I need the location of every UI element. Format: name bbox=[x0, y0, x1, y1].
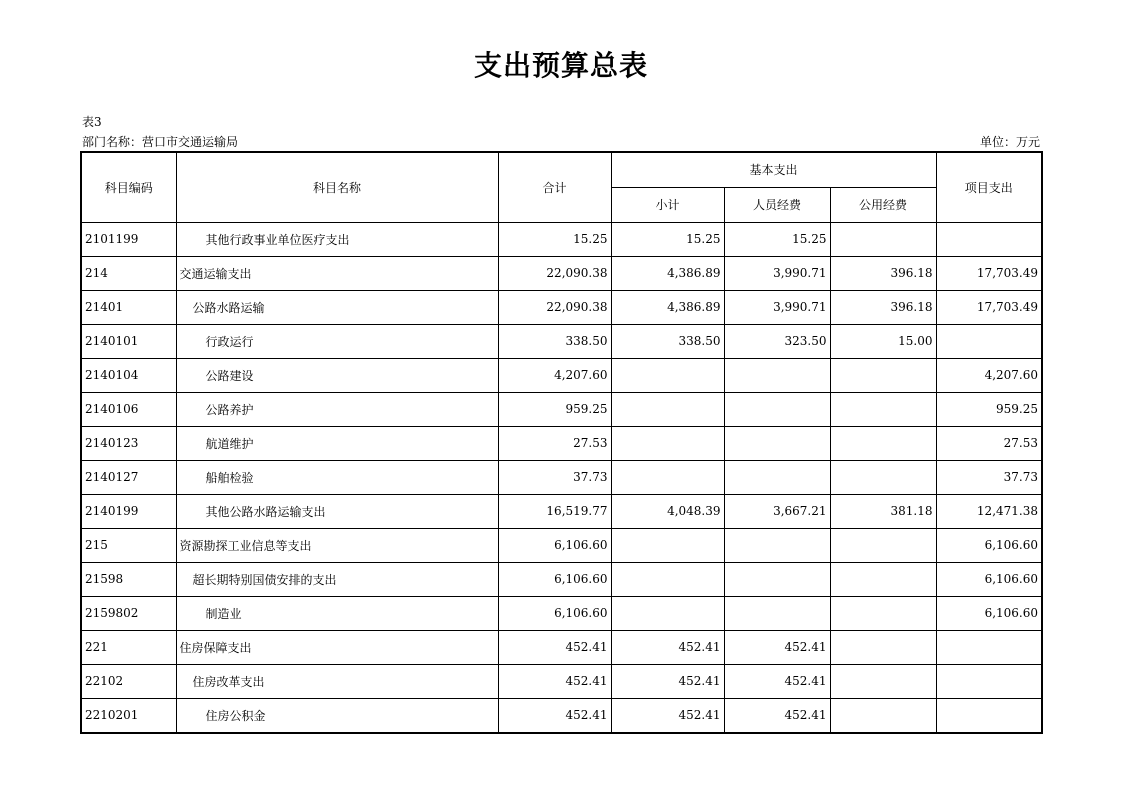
cell-personnel: 452.41 bbox=[724, 698, 830, 733]
cell-project bbox=[936, 222, 1042, 256]
table-row bbox=[81, 290, 1042, 324]
cell-code: 2101199 bbox=[81, 222, 176, 256]
cell-public: 396.18 bbox=[830, 256, 936, 290]
cell-total: 16,519.77 bbox=[498, 494, 611, 528]
cell-name: 住房公积金 bbox=[176, 698, 498, 733]
unit-label: 单位：万元 bbox=[979, 135, 1040, 149]
header-basic: 基本支出 bbox=[611, 152, 936, 187]
cell-total: 4,207.60 bbox=[498, 358, 611, 392]
cell-total: 22,090.38 bbox=[498, 290, 611, 324]
cell-project: 17,703.49 bbox=[936, 290, 1042, 324]
table-row bbox=[81, 698, 1042, 733]
cell-code: 221 bbox=[81, 630, 176, 664]
table-row bbox=[81, 426, 1042, 460]
cell-subtotal bbox=[611, 392, 724, 426]
cell-subtotal: 4,048.39 bbox=[611, 494, 724, 528]
department-name: 部门名称：营口市交通运输局 bbox=[82, 135, 239, 149]
cell-public: 396.18 bbox=[830, 290, 936, 324]
cell-public bbox=[830, 562, 936, 596]
cell-total: 959.25 bbox=[498, 392, 611, 426]
table-row bbox=[81, 392, 1042, 426]
cell-total: 338.50 bbox=[498, 324, 611, 358]
cell-code: 2159802 bbox=[81, 596, 176, 630]
cell-total: 6,106.60 bbox=[498, 596, 611, 630]
cell-personnel: 3,990.71 bbox=[724, 256, 830, 290]
cell-code: 214 bbox=[81, 256, 176, 290]
cell-total: 37.73 bbox=[498, 460, 611, 494]
cell-public bbox=[830, 596, 936, 630]
cell-personnel bbox=[724, 596, 830, 630]
cell-personnel: 15.25 bbox=[724, 222, 830, 256]
cell-public bbox=[830, 358, 936, 392]
cell-name: 制造业 bbox=[176, 596, 498, 630]
table-row bbox=[81, 562, 1042, 596]
cell-project: 17,703.49 bbox=[936, 256, 1042, 290]
cell-total: 452.41 bbox=[498, 698, 611, 733]
cell-project: 959.25 bbox=[936, 392, 1042, 426]
cell-personnel: 452.41 bbox=[724, 664, 830, 698]
cell-name: 公路水路运输 bbox=[176, 290, 498, 324]
cell-code: 22102 bbox=[81, 664, 176, 698]
table-row bbox=[81, 494, 1042, 528]
cell-public bbox=[830, 630, 936, 664]
table-row bbox=[81, 358, 1042, 392]
cell-total: 22,090.38 bbox=[498, 256, 611, 290]
cell-public bbox=[830, 392, 936, 426]
table-row bbox=[81, 324, 1042, 358]
cell-project: 37.73 bbox=[936, 460, 1042, 494]
cell-name: 其他行政事业单位医疗支出 bbox=[176, 222, 498, 256]
cell-name: 公路建设 bbox=[176, 358, 498, 392]
header-name: 科目名称 bbox=[176, 152, 498, 222]
cell-subtotal: 4,386.89 bbox=[611, 290, 724, 324]
cell-personnel: 323.50 bbox=[724, 324, 830, 358]
cell-project: 6,106.60 bbox=[936, 596, 1042, 630]
cell-total: 6,106.60 bbox=[498, 562, 611, 596]
cell-project bbox=[936, 698, 1042, 733]
cell-project bbox=[936, 324, 1042, 358]
cell-project: 6,106.60 bbox=[936, 528, 1042, 562]
cell-subtotal bbox=[611, 426, 724, 460]
cell-public bbox=[830, 460, 936, 494]
cell-name: 住房改革支出 bbox=[176, 664, 498, 698]
cell-personnel bbox=[724, 528, 830, 562]
cell-code: 2140199 bbox=[81, 494, 176, 528]
cell-name: 超长期特别国债安排的支出 bbox=[176, 562, 498, 596]
cell-personnel: 3,667.21 bbox=[724, 494, 830, 528]
table-row bbox=[81, 222, 1042, 256]
cell-public bbox=[830, 426, 936, 460]
cell-public bbox=[830, 698, 936, 733]
cell-personnel bbox=[724, 426, 830, 460]
cell-personnel bbox=[724, 358, 830, 392]
cell-total: 452.41 bbox=[498, 664, 611, 698]
cell-subtotal: 452.41 bbox=[611, 630, 724, 664]
cell-total: 27.53 bbox=[498, 426, 611, 460]
header-personnel: 人员经费 bbox=[724, 187, 830, 222]
cell-public bbox=[830, 528, 936, 562]
cell-total: 6,106.60 bbox=[498, 528, 611, 562]
cell-code: 2210201 bbox=[81, 698, 176, 733]
cell-personnel bbox=[724, 562, 830, 596]
cell-name: 行政运行 bbox=[176, 324, 498, 358]
cell-subtotal bbox=[611, 460, 724, 494]
table-row bbox=[81, 460, 1042, 494]
cell-name: 航道维护 bbox=[176, 426, 498, 460]
cell-subtotal bbox=[611, 562, 724, 596]
cell-public bbox=[830, 664, 936, 698]
cell-project: 6,106.60 bbox=[936, 562, 1042, 596]
cell-name: 公路养护 bbox=[176, 392, 498, 426]
cell-total: 452.41 bbox=[498, 630, 611, 664]
header-subtotal: 小计 bbox=[611, 187, 724, 222]
budget-table bbox=[80, 151, 1043, 734]
header-project: 项目支出 bbox=[936, 152, 1042, 222]
table-number: 表3 bbox=[82, 115, 102, 129]
table-row bbox=[81, 664, 1042, 698]
cell-subtotal: 15.25 bbox=[611, 222, 724, 256]
cell-subtotal bbox=[611, 358, 724, 392]
cell-personnel bbox=[724, 392, 830, 426]
cell-project bbox=[936, 664, 1042, 698]
cell-total: 15.25 bbox=[498, 222, 611, 256]
cell-name: 资源勘探工业信息等支出 bbox=[176, 528, 498, 562]
cell-subtotal: 452.41 bbox=[611, 664, 724, 698]
cell-public bbox=[830, 222, 936, 256]
cell-project bbox=[936, 630, 1042, 664]
cell-code: 215 bbox=[81, 528, 176, 562]
cell-subtotal: 4,386.89 bbox=[611, 256, 724, 290]
table-row bbox=[81, 256, 1042, 290]
cell-code: 2140106 bbox=[81, 392, 176, 426]
cell-public: 381.18 bbox=[830, 494, 936, 528]
cell-code: 2140123 bbox=[81, 426, 176, 460]
cell-code: 21598 bbox=[81, 562, 176, 596]
table-row bbox=[81, 528, 1042, 562]
cell-personnel: 452.41 bbox=[724, 630, 830, 664]
cell-subtotal: 338.50 bbox=[611, 324, 724, 358]
cell-subtotal: 452.41 bbox=[611, 698, 724, 733]
cell-subtotal bbox=[611, 528, 724, 562]
cell-subtotal bbox=[611, 596, 724, 630]
cell-personnel bbox=[724, 460, 830, 494]
cell-code: 2140101 bbox=[81, 324, 176, 358]
cell-name: 住房保障支出 bbox=[176, 630, 498, 664]
header-public: 公用经费 bbox=[830, 187, 936, 222]
cell-project: 12,471.38 bbox=[936, 494, 1042, 528]
cell-code: 21401 bbox=[81, 290, 176, 324]
page-title: 支出预算总表 bbox=[473, 49, 648, 82]
header-total: 合计 bbox=[498, 152, 611, 222]
cell-code: 2140104 bbox=[81, 358, 176, 392]
cell-name: 船舶检验 bbox=[176, 460, 498, 494]
cell-project: 4,207.60 bbox=[936, 358, 1042, 392]
table-row bbox=[81, 630, 1042, 664]
cell-public: 15.00 bbox=[830, 324, 936, 358]
cell-name: 交通运输支出 bbox=[176, 256, 498, 290]
cell-project: 27.53 bbox=[936, 426, 1042, 460]
table-row bbox=[81, 596, 1042, 630]
cell-name: 其他公路水路运输支出 bbox=[176, 494, 498, 528]
cell-code: 2140127 bbox=[81, 460, 176, 494]
cell-personnel: 3,990.71 bbox=[724, 290, 830, 324]
header-code: 科目编码 bbox=[81, 152, 176, 222]
